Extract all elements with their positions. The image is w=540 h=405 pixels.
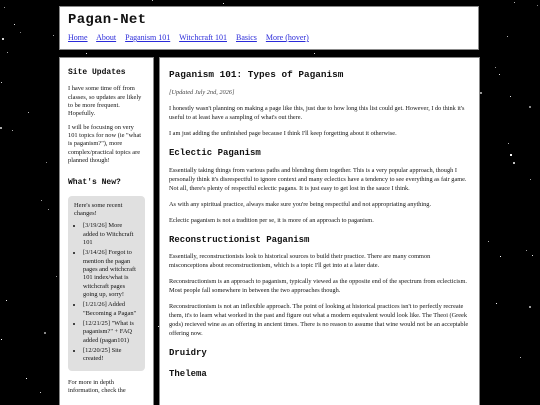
- star-dot: [152, 0, 153, 1]
- star-dot: [510, 154, 512, 156]
- more-info-text: For more in depth information, check the: [68, 378, 126, 394]
- nav-link-more[interactable]: More (hover): [265, 33, 309, 42]
- star-dot: [41, 200, 42, 201]
- reconstructionist-paragraph: Reconstructionism is an approach to paganism, typically viewed as the opposite end of the spectrum from eclecticism. Most people fall somewhere in between the two approaches though.: [169, 278, 467, 295]
- star-dot: [530, 179, 531, 180]
- star-dot: [53, 35, 54, 36]
- star-dot: [0, 127, 2, 129]
- site-header: [59, 6, 479, 50]
- star-dot: [496, 303, 497, 304]
- reconstructionist-heading: Reconstructionist Paganism: [169, 234, 310, 245]
- star-dot: [314, 53, 315, 54]
- star-dot: [526, 250, 527, 251]
- star-dot: [46, 162, 47, 163]
- star-dot: [44, 332, 46, 334]
- intro-paragraph: I am just adding the unfinished page because I think I'll keep forgetting about it otherwise.: [169, 130, 397, 138]
- page-title: Paganism 101: Types of Paganism: [169, 69, 344, 80]
- star-dot: [86, 53, 87, 54]
- star-dot: [28, 112, 29, 113]
- star-dot: [520, 357, 521, 358]
- star-dot: [508, 143, 509, 144]
- star-dot: [480, 92, 482, 94]
- nav-link-witchcraft-101[interactable]: Witchcraft 101: [179, 33, 227, 42]
- star-dot: [529, 106, 531, 108]
- star-dot: [2, 38, 4, 40]
- star-dot: [537, 5, 538, 6]
- star-dot: [26, 378, 27, 379]
- star-dot: [56, 276, 57, 277]
- star-dot: [513, 162, 515, 164]
- star-dot: [20, 32, 21, 33]
- eclectic-heading: Eclectic Paganism: [169, 148, 261, 159]
- sidebar: [59, 57, 154, 405]
- main-content: [159, 57, 480, 405]
- eclectic-paragraph: As with any spiritual practice, always make sure you're being respectful and not appropriating anything.: [169, 200, 432, 208]
- star-dot: [4, 7, 5, 8]
- intro-paragraph: I honestly wasn't planning on making a page like this, just due to how long this list could get. However, I do think it's useful to at least have a sampling of what's out there.: [169, 105, 465, 122]
- site-updates-heading: Site Updates: [68, 68, 126, 77]
- star-dot: [507, 36, 508, 37]
- updates-paragraph: I will be focusing on very 101 topics for now (ie "what is paganism?"), more complex/practical topics are planned though!: [68, 123, 142, 165]
- news-intro: Here's some recent changes!: [74, 201, 123, 218]
- site-title: Pagan-Net: [68, 12, 147, 28]
- whats-new-heading: What's New?: [68, 178, 121, 188]
- news-item: • [3/19/26] More added to Witchcraft 101: [83, 222, 139, 247]
- star-dot: [48, 209, 49, 210]
- nav-link-paganism-101[interactable]: Paganism 101: [125, 33, 171, 42]
- news-item: • [12/20/25] Site created!: [83, 347, 139, 364]
- reconstructionist-paragraph: Reconstructionism is not an inflexible approach. The point of looking at historical practices isn't to perfectly recreate them, it's to learn what worked in the past and figure out what a modern equivalent would look like. The Theoi (Greek gods) recieved wine as an offering in ancient times. There is no reason to assume that wine would not be an acceptable offering now.: [169, 303, 469, 337]
- eclectic-paragraph: Essentially taking things from various paths and blending them together. This is a very popular approach, though I personally think it's disrespectful to ignore context and many eclectics have a tendency to see everything as fair game. Not all, there's plenty of respectful eclectic pagans. It is just easy to get lost in the sauce I think.: [169, 166, 467, 192]
- nav-link-basics[interactable]: Basics: [235, 33, 257, 42]
- star-dot: [1, 82, 2, 83]
- star-dot: [6, 300, 7, 301]
- star-dot: [514, 2, 515, 3]
- news-item: • [3/14/26] Forgot to mention the pagan pages and witchcraft 101 index/what is witchcraft pages going up, sorry!: [83, 249, 139, 299]
- star-dot: [495, 67, 496, 68]
- main-nav: [68, 33, 470, 42]
- druidry-heading: Druidry: [169, 347, 207, 358]
- star-dot: [12, 130, 13, 131]
- star-dot: [488, 241, 489, 242]
- nav-link-about[interactable]: About: [96, 33, 117, 42]
- star-dot: [40, 392, 41, 393]
- news-list: [74, 222, 139, 363]
- star-dot: [223, 3, 224, 4]
- star-dot: [500, 256, 501, 257]
- star-dot: [499, 74, 500, 75]
- news-item: • [12/21/25] "What is paganism?" + FAQ added (pagan101): [83, 320, 139, 345]
- star-dot: [529, 306, 531, 308]
- star-dot: [532, 255, 533, 256]
- updated-date: [Updated July 2nd, 2026]: [169, 89, 235, 97]
- reconstructionist-paragraph: Essentially, reconstructionists look to historical sources to build their practice. There are many common misconceptions about reconstructionism, which is a topic I'll get into at a later date.: [169, 253, 431, 270]
- star-dot: [510, 96, 511, 97]
- thelema-heading: Thelema: [169, 368, 207, 379]
- star-dot: [14, 24, 15, 25]
- news-box: [68, 196, 145, 371]
- star-dot: [1, 339, 2, 340]
- eclectic-paragraph: Eclectic paganism is not a tradition per se, it is more of an approach to paganism.: [169, 216, 374, 224]
- updates-paragraph: I have some time off from classes, so updates are likely to be more frequent. Hopefully.: [68, 85, 142, 118]
- star-dot: [7, 52, 8, 53]
- nav-link-home[interactable]: Home: [68, 33, 88, 42]
- news-item: • [1/21/26] Added "Becoming a Pagan": [83, 301, 139, 318]
